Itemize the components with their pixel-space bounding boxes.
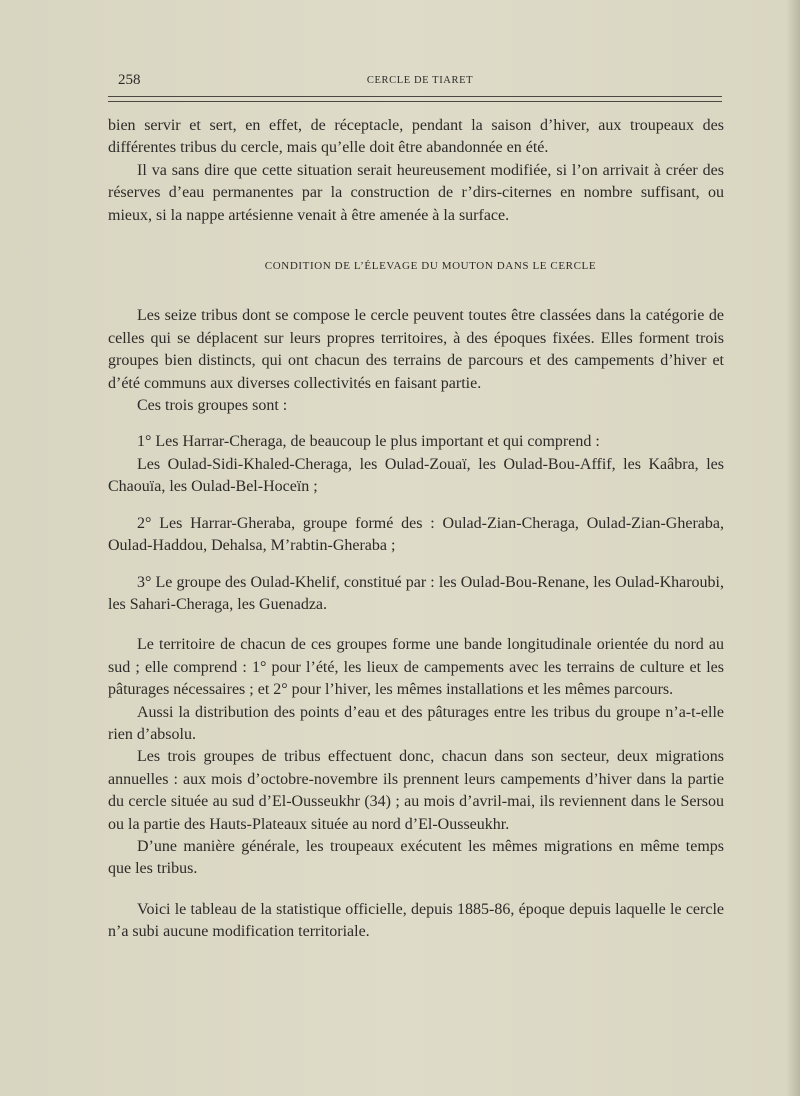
paragraph: Les trois groupes de tribus effectuent donc, chacun dans son secteur, deux migrations annuelles : aux mois d’octobre-novembre ils prennent leurs campements d’hiver dans la partie du cercle située au sud d’El-Ousseukhr (34) ; au mois d’avril-mai, ils reviennent dans le Sersou ou la partie des Hauts-Plateaux située au nord d’El-Ousseukhr. [108, 748, 724, 833]
paragraph: 2° Les Harrar-Gheraba, groupe formé des : Oulad-Zian-Cheraga, Oulad-Zian-Gheraba, Oulad-Haddou, Dehalsa, M’rabtin-Gheraba ; [108, 514, 724, 555]
paragraph: Les seize tribus dont se compose le cercle peuvent toutes être classées dans la catégorie de celles qui se déplacent sur leurs propres territoires, à des époques fixées. Elles forment trois groupes bien distincts, qui ont chacun des terrains de parcours et des campements d’hiver et d’été communs aux diverses collectivités en faisant partie. [108, 307, 724, 392]
running-title: CERCLE DE TIARET [366, 75, 474, 86]
page-edge-shadow [786, 0, 800, 1096]
page-number: 258 [118, 72, 141, 88]
paragraph: Aussi la distribution des points d’eau et des pâturages entre les tribus du groupe n’a-t-elle rien d’absolu. [108, 703, 724, 743]
body-text [108, 115, 724, 944]
paragraph: D’une manière générale, les troupeaux exécutent les mêmes migrations en même temps que les tribus. [108, 837, 724, 878]
paragraph: bien servir et sert, en effet, de réceptacle, pendant la saison d’hiver, aux troupeaux des différentes tribus du cercle, mais qu’elle doit être abandonnée en été. [108, 117, 724, 157]
paragraph: Voici le tableau de la statistique officielle, depuis 1885-86, époque depuis laquelle le cercle n’a subi aucune modification territoriale. [108, 900, 724, 941]
paragraph: Le territoire de chacun de ces groupes forme une bande longitudinale orientée du nord au sud ; elle comprend : 1° pour l’été, les lieux de campements avec les terrains de culture et les pâturages nécessaires ; et 2° pour l’hiver, les mêmes installations et les mêmes parcours. [108, 636, 724, 699]
paragraph: Les Oulad-Sidi-Khaled-Cheraga, les Oulad-Zouaï, les Oulad-Bou-Affif, les Kaâbra, les Chaouïa, les Oulad-Bel-Hoceïn ; [108, 455, 724, 496]
paragraph: 1° Les Harrar-Cheraga, de beaucoup le plus important et qui comprend : [137, 433, 600, 451]
section-heading: CONDITION DE L’ÉLEVAGE DU MOUTON DANS LE CERCLE [264, 260, 597, 273]
page-header [118, 72, 722, 94]
paragraph: Ces trois groupes sont : [137, 397, 288, 415]
paragraph: 3° Le groupe des Oulad-Khelif, constitué par : les Oulad-Bou-Renane, les Oulad-Kharoubi, les Sahari-Cheraga, les Guenadza. [108, 573, 724, 613]
paragraph: Il va sans dire que cette situation serait heureusement modifiée, si l’on arrivait à créer des réserves d’eau permanentes par la construction de r’dirs-citernes en nombre suffisant, ou mieux, si la nappe artésienne venait à être amenée à la surface. [108, 161, 724, 224]
header-double-rule [108, 96, 722, 102]
